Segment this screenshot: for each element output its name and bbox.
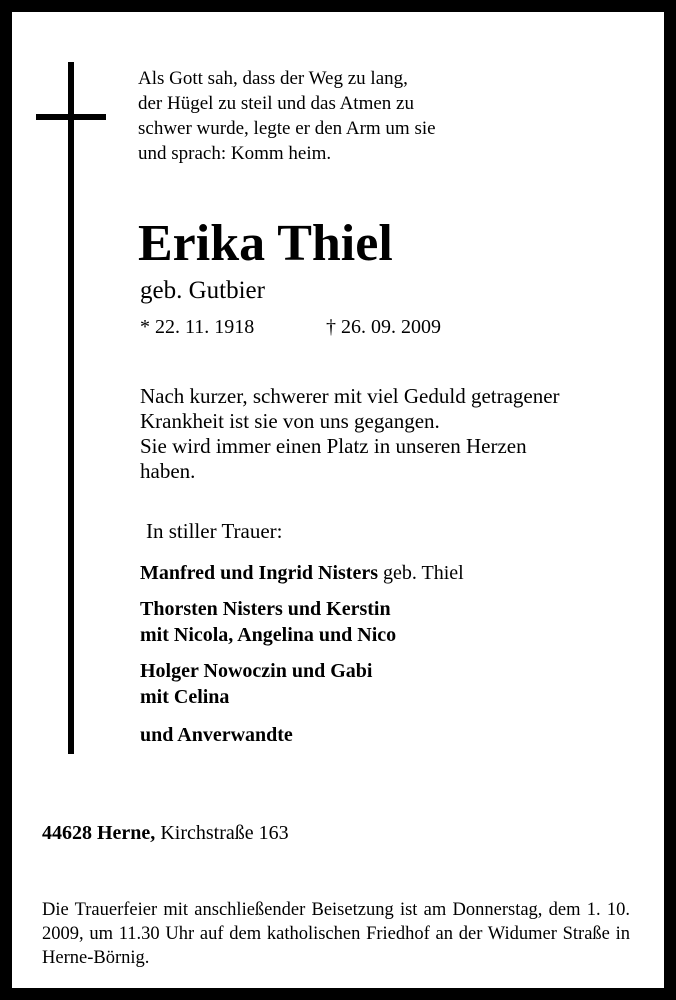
message-line: Sie wird immer einen Platz in unseren Herzen — [140, 434, 527, 458]
mourner-name: Thorsten Nisters und Kerstin — [140, 598, 391, 620]
funeral-info: Die Trauerfeier mit anschließender Beisetzung ist am Donnerstag, dem 1. 10. 2009, um 11.30 Uhr auf dem katholischen Friedhof an der Widumer Straße in Herne-Börnig. — [42, 900, 630, 968]
address — [42, 820, 289, 846]
motto-line: schwer wurde, legte er den Arm um sie — [138, 118, 436, 139]
message-line: Nach kurzer, schwerer mit viel Geduld getragener — [140, 384, 560, 408]
motto-line: der Hügel zu steil und das Atmen zu — [138, 93, 414, 114]
birth-date: * 22. 11. 1918 — [140, 316, 255, 338]
mourner-note: geb. Thiel — [378, 562, 464, 584]
cross-icon-bar — [36, 114, 106, 120]
mourner-entry — [140, 560, 464, 586]
address-city: 44628 Herne, — [42, 822, 156, 844]
message-paragraph — [140, 384, 560, 484]
maiden-name: geb. Gutbier — [140, 277, 265, 304]
cross-icon — [68, 62, 74, 754]
mourner-entry — [140, 596, 396, 648]
motto-line: Als Gott sah, dass der Weg zu lang, — [138, 68, 408, 89]
address-street: Kirchstraße 163 — [155, 822, 289, 844]
deceased-name: Erika Thiel — [138, 215, 393, 272]
message-line: haben. — [140, 459, 196, 483]
motto-line: und sprach: Komm heim. — [138, 143, 332, 164]
mourner-name: Holger Nowoczin und Gabi — [140, 660, 373, 682]
mourner-children: mit Nicola, Angelina und Nico — [140, 624, 397, 646]
mourning-heading: In stiller Trauer: — [146, 519, 283, 543]
motto-verse — [138, 66, 436, 166]
mourner-entry — [140, 658, 372, 710]
mourner-relatives: und Anverwandte — [140, 724, 293, 746]
mourner-children: mit Celina — [140, 686, 230, 708]
message-line: Krankheit ist sie von uns gegangen. — [140, 409, 440, 433]
death-date: † 26. 09. 2009 — [326, 316, 441, 338]
mourner-name: Manfred und Ingrid Nisters — [140, 562, 378, 584]
